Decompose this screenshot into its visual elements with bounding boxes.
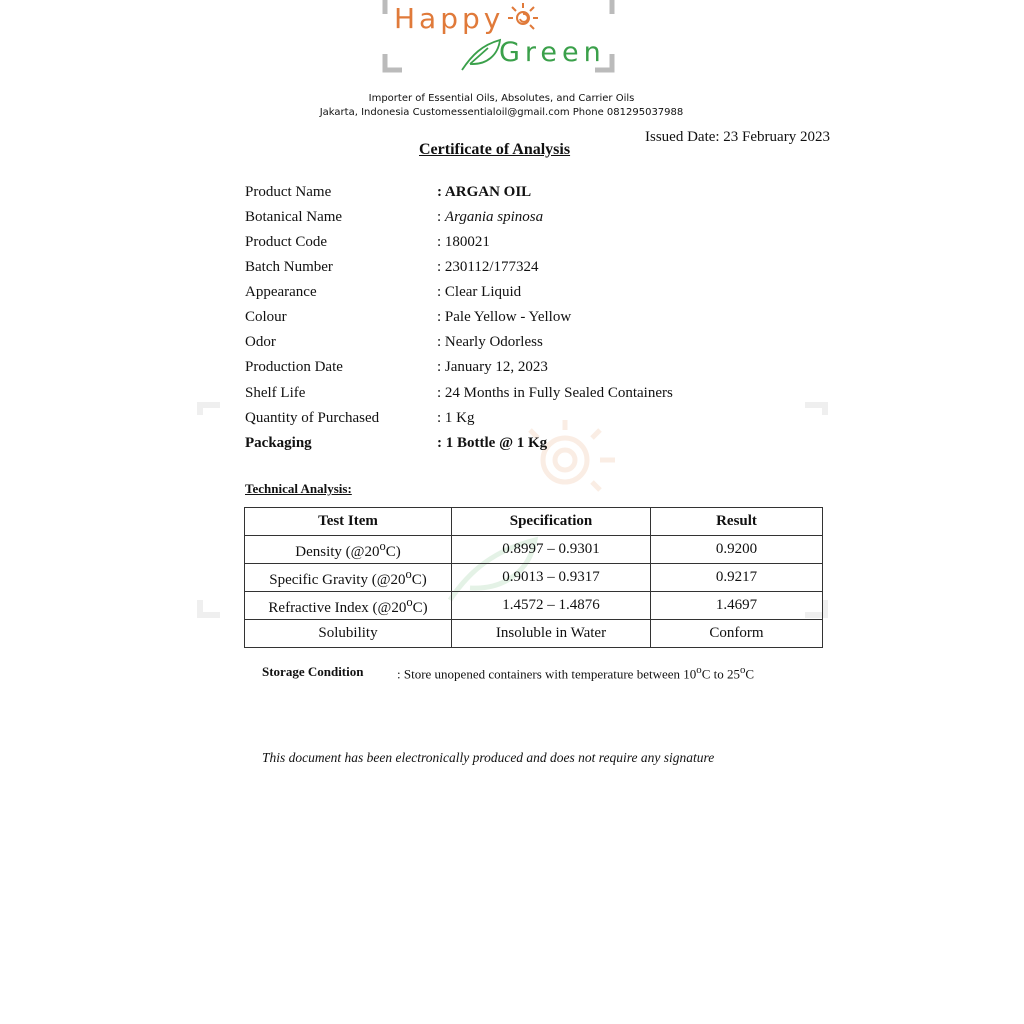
field-value-botanical-name [437,209,543,226]
cell-test-item: Solubility [245,620,452,648]
test-item-text: Density (@20 [295,543,380,560]
field-value-batch-number: : 230112/177324 [437,259,539,275]
field-label-appearance: Appearance [245,284,317,300]
cell-result: 0.9200 [651,536,823,564]
issued-date: Issued Date: 23 February 2023 [645,129,830,145]
colon: : [437,209,442,225]
storage-text-3: C [745,666,755,682]
logo-text-happy: Happy [394,2,505,35]
storage-condition-value [397,664,754,682]
table-row [245,620,823,648]
test-item-text: Refractive Index (@20 [268,599,407,616]
field-value-colour: : Pale Yellow - Yellow [437,309,572,325]
cell-specification: Insoluble in Water [452,620,651,648]
field-value-appearance: : Clear Liquid [437,284,522,300]
field-label-shelf-life: Shelf Life [245,385,306,401]
degree-sign: o [405,566,412,581]
cell-test-item [245,564,452,592]
botanical-name-text: Argania spinosa [444,209,544,225]
degree-sign: o [379,538,386,553]
test-item-text: Specific Gravity (@20 [269,571,406,588]
field-label-product-name: Product Name [245,184,332,200]
test-item-unit: C) [412,599,428,616]
technical-analysis-table [244,507,823,648]
cell-test-item [245,536,452,564]
storage-text-2: C to 25 [701,666,740,682]
field-value-quantity: : 1 Kg [437,410,475,426]
header-specification: Specification [452,508,651,536]
test-item-unit: C) [385,543,401,560]
field-label-batch-number: Batch Number [245,259,333,275]
field-label-production-date: Production Date [245,359,343,375]
field-label-odor: Odor [245,334,276,350]
field-value-packaging: : 1 Bottle @ 1 Kg [437,435,548,451]
degree-sign: o [696,664,702,676]
field-label-product-code: Product Code [245,234,328,250]
logo-text-green: Green [499,37,606,68]
field-label-quantity: Quantity of Purchased [245,410,380,426]
company-contact: Jakarta, Indonesia Customessentialoil@gmail.com Phone 081295037988 [319,107,684,118]
test-item-unit: C) [411,571,427,588]
table-header-row [245,508,823,536]
table-row [245,564,823,592]
cell-result: 1.4697 [651,592,823,620]
table-row [245,536,823,564]
storage-condition-label: Storage Condition [262,664,364,679]
leaf-icon [462,40,500,70]
field-value-odor: : Nearly Odorless [437,334,543,350]
storage-text-1: : Store unopened containers with temperature between 10 [397,666,697,682]
cell-specification: 0.9013 – 0.9317 [452,564,651,592]
cell-result: 0.9217 [651,564,823,592]
field-value-production-date: : January 12, 2023 [437,359,548,375]
field-value-product-name: : ARGAN OIL [437,184,532,200]
degree-sign: o [739,664,746,676]
document-title: Certificate of Analysis [419,141,571,158]
field-label-packaging: Packaging [245,435,312,451]
company-tagline: Importer of Essential Oils, Absolutes, and Carrier Oils [368,93,635,104]
header-result: Result [651,508,823,536]
technical-analysis-title: Technical Analysis: [245,481,352,496]
cell-test-item [245,592,452,620]
cell-result: Conform [651,620,823,648]
field-value-product-code: : 180021 [437,234,490,250]
degree-sign: o [406,594,413,609]
field-label-colour: Colour [245,309,287,325]
sun-icon [508,3,538,29]
field-value-shelf-life: : 24 Months in Fully Sealed Containers [437,385,673,401]
header-test-item: Test Item [245,508,452,536]
field-label-botanical-name: Botanical Name [245,209,343,225]
table-row [245,592,823,620]
cell-specification: 1.4572 – 1.4876 [452,592,651,620]
cell-specification: 0.8997 – 0.9301 [452,536,651,564]
signature-disclaimer: This document has been electronically produced and does not require any signature [262,750,715,765]
